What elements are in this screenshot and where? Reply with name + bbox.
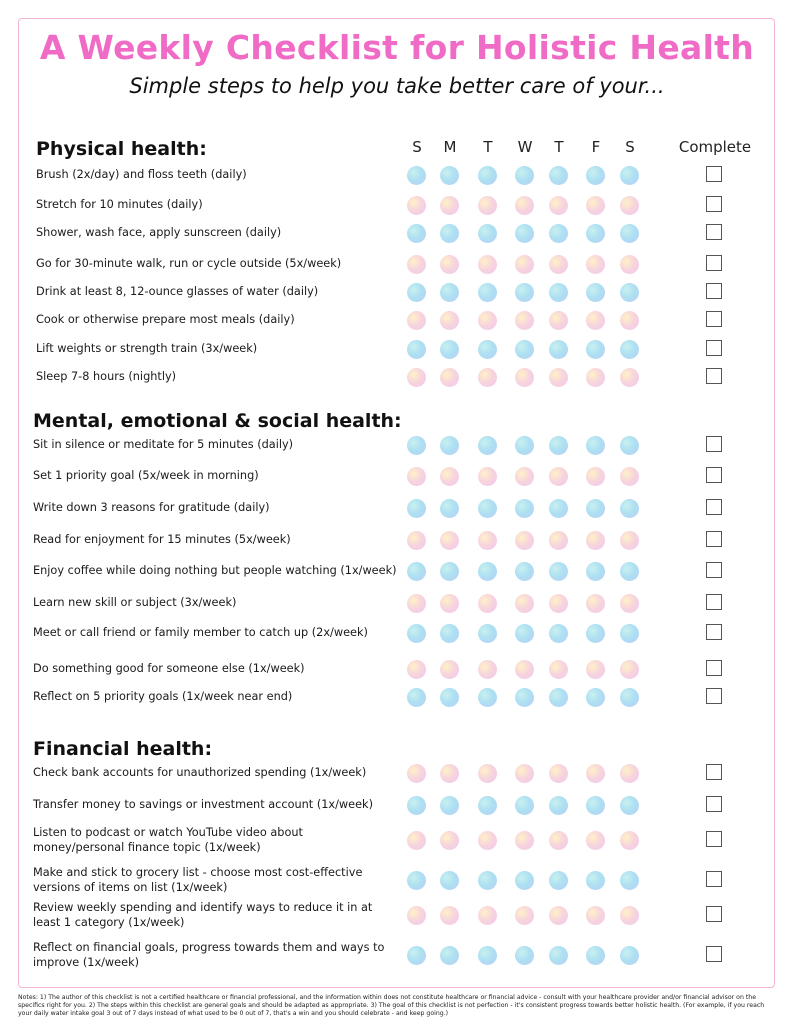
day-dot-wed[interactable] bbox=[515, 340, 534, 359]
day-dot-mon[interactable] bbox=[440, 467, 459, 486]
day-header-mon: M bbox=[443, 138, 457, 156]
day-dot-thu[interactable] bbox=[549, 196, 568, 215]
day-dot-sat[interactable] bbox=[620, 368, 639, 387]
day-dot-tue[interactable] bbox=[478, 764, 497, 783]
day-dot-tue[interactable] bbox=[478, 594, 497, 613]
task-label: Lift weights or strength train (3x/week) bbox=[36, 342, 258, 355]
day-dot-wed[interactable] bbox=[515, 499, 534, 518]
day-dot-sat[interactable] bbox=[620, 871, 639, 890]
day-dot-wed[interactable] bbox=[515, 688, 534, 707]
day-dot-thu[interactable] bbox=[549, 255, 568, 274]
day-dot-wed[interactable] bbox=[515, 660, 534, 679]
day-dot-tue[interactable] bbox=[478, 467, 497, 486]
day-dot-tue[interactable] bbox=[478, 871, 497, 890]
day-header-sun: S bbox=[412, 138, 422, 156]
day-dot-sat[interactable] bbox=[620, 467, 639, 486]
day-dot-thu[interactable] bbox=[549, 467, 568, 486]
task-label: Read for enjoyment for 15 minutes (5x/week) bbox=[33, 533, 291, 546]
day-dot-wed[interactable] bbox=[515, 871, 534, 890]
task-label: Reflect on financial goals, progress towards them and ways to improve (1x/week) bbox=[33, 941, 385, 969]
day-dot-wed[interactable] bbox=[515, 906, 534, 925]
complete-checkbox[interactable] bbox=[706, 467, 722, 483]
day-dot-sat[interactable] bbox=[620, 624, 639, 643]
day-dot-thu[interactable] bbox=[549, 796, 568, 815]
day-dot-sat[interactable] bbox=[620, 499, 639, 518]
complete-checkbox[interactable] bbox=[706, 831, 722, 847]
task-label: Make and stick to grocery list - choose most cost-effective versions of items on list (1x/week) bbox=[33, 866, 363, 894]
day-dot-fri[interactable] bbox=[586, 436, 605, 455]
day-dot-wed[interactable] bbox=[515, 562, 534, 581]
day-dot-sun[interactable] bbox=[407, 831, 426, 850]
day-dot-thu[interactable] bbox=[549, 624, 568, 643]
day-dot-fri[interactable] bbox=[586, 688, 605, 707]
complete-checkbox[interactable] bbox=[706, 224, 722, 240]
task-label: Meet or call friend or family member to catch up (2x/week) bbox=[33, 626, 368, 639]
day-dot-sun[interactable] bbox=[407, 764, 426, 783]
day-dot-fri[interactable] bbox=[586, 906, 605, 925]
day-dot-mon[interactable] bbox=[440, 255, 459, 274]
day-dot-sun[interactable] bbox=[407, 906, 426, 925]
day-dot-wed[interactable] bbox=[515, 594, 534, 613]
day-dot-thu[interactable] bbox=[549, 283, 568, 302]
day-dot-thu[interactable] bbox=[549, 906, 568, 925]
day-dot-fri[interactable] bbox=[586, 871, 605, 890]
day-dot-fri[interactable] bbox=[586, 196, 605, 215]
day-dot-sat[interactable] bbox=[620, 166, 639, 185]
page-subtitle: Simple steps to help you take better care of your... bbox=[129, 74, 665, 98]
complete-checkbox[interactable] bbox=[706, 436, 722, 452]
day-dot-tue[interactable] bbox=[478, 340, 497, 359]
day-dot-thu[interactable] bbox=[549, 764, 568, 783]
day-dot-thu[interactable] bbox=[549, 946, 568, 965]
day-dot-tue[interactable] bbox=[478, 906, 497, 925]
day-dot-thu[interactable] bbox=[549, 660, 568, 679]
day-dot-fri[interactable] bbox=[586, 368, 605, 387]
task-label: Shower, wash face, apply sunscreen (daily) bbox=[36, 226, 282, 239]
complete-checkbox[interactable] bbox=[706, 624, 722, 640]
day-dot-tue[interactable] bbox=[478, 946, 497, 965]
day-dot-wed[interactable] bbox=[515, 283, 534, 302]
day-dot-wed[interactable] bbox=[515, 368, 534, 387]
day-dot-mon[interactable] bbox=[440, 196, 459, 215]
day-dot-mon[interactable] bbox=[440, 796, 459, 815]
day-dot-sat[interactable] bbox=[620, 764, 639, 783]
day-dot-tue[interactable] bbox=[478, 368, 497, 387]
day-dot-mon[interactable] bbox=[440, 688, 459, 707]
day-dot-sun[interactable] bbox=[407, 196, 426, 215]
day-dot-sun[interactable] bbox=[407, 624, 426, 643]
day-dot-thu[interactable] bbox=[549, 871, 568, 890]
day-dot-tue[interactable] bbox=[478, 660, 497, 679]
day-dot-mon[interactable] bbox=[440, 906, 459, 925]
day-dot-fri[interactable] bbox=[586, 166, 605, 185]
task-label: Drink at least 8, 12-ounce glasses of water (daily) bbox=[36, 285, 319, 298]
day-dot-wed[interactable] bbox=[515, 946, 534, 965]
day-dot-sun[interactable] bbox=[407, 166, 426, 185]
day-dot-fri[interactable] bbox=[586, 764, 605, 783]
complete-checkbox[interactable] bbox=[706, 906, 722, 922]
task-label: Go for 30-minute walk, run or cycle outside (5x/week) bbox=[36, 257, 342, 270]
day-dot-thu[interactable] bbox=[549, 531, 568, 550]
day-dot-mon[interactable] bbox=[440, 871, 459, 890]
complete-checkbox[interactable] bbox=[706, 166, 722, 182]
day-dot-fri[interactable] bbox=[586, 340, 605, 359]
complete-checkbox[interactable] bbox=[706, 871, 722, 887]
day-dot-wed[interactable] bbox=[515, 255, 534, 274]
day-dot-thu[interactable] bbox=[549, 688, 568, 707]
task-label: Transfer money to savings or investment account (1x/week) bbox=[33, 798, 373, 811]
task-label: Learn new skill or subject (3x/week) bbox=[33, 596, 237, 609]
day-dot-sun[interactable] bbox=[407, 368, 426, 387]
day-dot-sun[interactable] bbox=[407, 224, 426, 243]
day-dot-tue[interactable] bbox=[478, 283, 497, 302]
complete-checkbox[interactable] bbox=[706, 594, 722, 610]
day-dot-sun[interactable] bbox=[407, 946, 426, 965]
page-title: A Weekly Checklist for Holistic Health bbox=[39, 28, 755, 67]
day-dot-sun[interactable] bbox=[407, 467, 426, 486]
section-title-mental: Mental, emotional & social health: bbox=[33, 410, 402, 432]
complete-checkbox[interactable] bbox=[706, 283, 722, 299]
day-dot-fri[interactable] bbox=[586, 624, 605, 643]
day-dot-mon[interactable] bbox=[440, 436, 459, 455]
complete-checkbox[interactable] bbox=[706, 499, 722, 515]
day-dot-thu[interactable] bbox=[549, 562, 568, 581]
task-label: Do something good for someone else (1x/week) bbox=[33, 662, 305, 675]
day-dot-sat[interactable] bbox=[620, 688, 639, 707]
day-header-thu: T bbox=[554, 138, 564, 156]
day-dot-fri[interactable] bbox=[586, 831, 605, 850]
task-label: Cook or otherwise prepare most meals (daily) bbox=[36, 313, 295, 326]
day-dot-mon[interactable] bbox=[440, 624, 459, 643]
day-dot-thu[interactable] bbox=[549, 340, 568, 359]
day-header-wed: W bbox=[517, 138, 533, 156]
day-dot-mon[interactable] bbox=[440, 311, 459, 330]
day-dot-sat[interactable] bbox=[620, 283, 639, 302]
task-label: Set 1 priority goal (5x/week in morning) bbox=[33, 469, 259, 482]
day-dot-sun[interactable] bbox=[407, 562, 426, 581]
day-dot-thu[interactable] bbox=[549, 831, 568, 850]
day-dot-wed[interactable] bbox=[515, 311, 534, 330]
day-dot-thu[interactable] bbox=[549, 436, 568, 455]
day-dot-sun[interactable] bbox=[407, 283, 426, 302]
complete-checkbox[interactable] bbox=[706, 368, 722, 384]
day-dot-sat[interactable] bbox=[620, 594, 639, 613]
complete-checkbox[interactable] bbox=[706, 688, 722, 704]
complete-checkbox[interactable] bbox=[706, 311, 722, 327]
day-dot-tue[interactable] bbox=[478, 562, 497, 581]
day-dot-sat[interactable] bbox=[620, 946, 639, 965]
day-dot-sat[interactable] bbox=[620, 531, 639, 550]
day-dot-thu[interactable] bbox=[549, 368, 568, 387]
task-label: Sleep 7-8 hours (nightly) bbox=[36, 370, 177, 383]
day-dot-fri[interactable] bbox=[586, 660, 605, 679]
task-label: Sit in silence or meditate for 5 minutes (daily) bbox=[33, 438, 294, 451]
complete-checkbox[interactable] bbox=[706, 660, 722, 676]
day-dot-tue[interactable] bbox=[478, 624, 497, 643]
day-dot-sun[interactable] bbox=[407, 871, 426, 890]
day-dot-thu[interactable] bbox=[549, 311, 568, 330]
day-dot-wed[interactable] bbox=[515, 224, 534, 243]
day-dot-sun[interactable] bbox=[407, 796, 426, 815]
day-dot-sun[interactable] bbox=[407, 436, 426, 455]
day-dot-tue[interactable] bbox=[478, 531, 497, 550]
day-dot-tue[interactable] bbox=[478, 224, 497, 243]
day-dot-mon[interactable] bbox=[440, 946, 459, 965]
day-dot-wed[interactable] bbox=[515, 166, 534, 185]
day-dot-sun[interactable] bbox=[407, 311, 426, 330]
day-dot-mon[interactable] bbox=[440, 594, 459, 613]
complete-checkbox[interactable] bbox=[706, 796, 722, 812]
day-dot-fri[interactable] bbox=[586, 311, 605, 330]
footer-notes: Notes: 1) The author of this checklist is not a certified healthcare or financial professional, and the information within does not constitute healthcare or financial advice - consult with your healthcare provider and/or financial advisor on the specifics right for you. 2) The steps within this checklist are general goals and should be adapted as appropriate. 3) The goal of this checklist is not perfection - it's consistent progress towards better holistic health. (For example, if you reach your daily water intake goal 3 out of 7 days instead of what used to be 0 out of 7, that's a win and you should celebrate - and keep going.) bbox=[18, 994, 765, 1018]
day-dot-sat[interactable] bbox=[620, 562, 639, 581]
day-dot-tue[interactable] bbox=[478, 796, 497, 815]
day-dot-fri[interactable] bbox=[586, 796, 605, 815]
task-label: Listen to podcast or watch YouTube video about money/personal finance topic (1x/week) bbox=[33, 826, 303, 854]
day-dot-tue[interactable] bbox=[478, 255, 497, 274]
day-dot-mon[interactable] bbox=[440, 283, 459, 302]
day-dot-fri[interactable] bbox=[586, 283, 605, 302]
day-dot-mon[interactable] bbox=[440, 224, 459, 243]
task-label: Reflect on 5 priority goals (1x/week near end) bbox=[33, 690, 293, 703]
day-dot-tue[interactable] bbox=[478, 499, 497, 518]
day-dot-wed[interactable] bbox=[515, 467, 534, 486]
complete-checkbox[interactable] bbox=[706, 764, 722, 780]
complete-checkbox[interactable] bbox=[706, 562, 722, 578]
task-label: Check bank accounts for unauthorized spending (1x/week) bbox=[33, 766, 367, 779]
day-dot-sat[interactable] bbox=[620, 224, 639, 243]
day-dot-sun[interactable] bbox=[407, 531, 426, 550]
day-header-tue: T bbox=[483, 138, 493, 156]
task-label: Write down 3 reasons for gratitude (daily) bbox=[33, 501, 270, 514]
day-dot-sun[interactable] bbox=[407, 688, 426, 707]
day-header-fri: F bbox=[591, 138, 601, 156]
day-dot-fri[interactable] bbox=[586, 499, 605, 518]
day-dot-wed[interactable] bbox=[515, 831, 534, 850]
day-dot-mon[interactable] bbox=[440, 166, 459, 185]
day-dot-thu[interactable] bbox=[549, 224, 568, 243]
complete-checkbox[interactable] bbox=[706, 196, 722, 212]
day-dot-sat[interactable] bbox=[620, 660, 639, 679]
day-dot-mon[interactable] bbox=[440, 340, 459, 359]
day-dot-tue[interactable] bbox=[478, 166, 497, 185]
day-dot-fri[interactable] bbox=[586, 594, 605, 613]
day-dot-wed[interactable] bbox=[515, 531, 534, 550]
day-dot-sun[interactable] bbox=[407, 499, 426, 518]
day-dot-fri[interactable] bbox=[586, 946, 605, 965]
day-dot-mon[interactable] bbox=[440, 368, 459, 387]
day-dot-sat[interactable] bbox=[620, 255, 639, 274]
day-dot-sun[interactable] bbox=[407, 594, 426, 613]
day-dot-sat[interactable] bbox=[620, 796, 639, 815]
task-label: Stretch for 10 minutes (daily) bbox=[36, 198, 203, 211]
day-dot-mon[interactable] bbox=[440, 562, 459, 581]
day-dot-fri[interactable] bbox=[586, 467, 605, 486]
task-label: Brush (2x/day) and floss teeth (daily) bbox=[36, 168, 247, 181]
day-dot-tue[interactable] bbox=[478, 311, 497, 330]
complete-header: Complete bbox=[678, 138, 752, 156]
section-title-financial: Financial health: bbox=[33, 738, 213, 760]
day-dot-mon[interactable] bbox=[440, 531, 459, 550]
day-dot-mon[interactable] bbox=[440, 660, 459, 679]
section-title-physical: Physical health: bbox=[36, 138, 207, 160]
day-dot-thu[interactable] bbox=[549, 166, 568, 185]
complete-checkbox[interactable] bbox=[706, 340, 722, 356]
day-dot-sat[interactable] bbox=[620, 196, 639, 215]
day-dot-wed[interactable] bbox=[515, 796, 534, 815]
day-dot-sat[interactable] bbox=[620, 311, 639, 330]
day-dot-sun[interactable] bbox=[407, 255, 426, 274]
day-dot-sat[interactable] bbox=[620, 831, 639, 850]
day-dot-tue[interactable] bbox=[478, 436, 497, 455]
day-dot-sat[interactable] bbox=[620, 340, 639, 359]
day-header-sat: S bbox=[625, 138, 635, 156]
day-dot-fri[interactable] bbox=[586, 531, 605, 550]
day-dot-wed[interactable] bbox=[515, 624, 534, 643]
day-dot-mon[interactable] bbox=[440, 831, 459, 850]
complete-checkbox[interactable] bbox=[706, 531, 722, 547]
day-dot-tue[interactable] bbox=[478, 688, 497, 707]
day-dot-thu[interactable] bbox=[549, 499, 568, 518]
day-dot-tue[interactable] bbox=[478, 196, 497, 215]
day-dot-sat[interactable] bbox=[620, 436, 639, 455]
day-dot-mon[interactable] bbox=[440, 499, 459, 518]
day-dot-fri[interactable] bbox=[586, 224, 605, 243]
day-dot-sun[interactable] bbox=[407, 340, 426, 359]
task-label: Review weekly spending and identify ways to reduce it in at least 1 category (1x/week) bbox=[33, 901, 373, 929]
day-dot-fri[interactable] bbox=[586, 562, 605, 581]
day-dot-thu[interactable] bbox=[549, 594, 568, 613]
day-dot-wed[interactable] bbox=[515, 196, 534, 215]
day-dot-sun[interactable] bbox=[407, 660, 426, 679]
day-dot-wed[interactable] bbox=[515, 436, 534, 455]
complete-checkbox[interactable] bbox=[706, 946, 722, 962]
complete-checkbox[interactable] bbox=[706, 255, 722, 271]
day-dot-mon[interactable] bbox=[440, 764, 459, 783]
day-dot-sat[interactable] bbox=[620, 906, 639, 925]
day-dot-wed[interactable] bbox=[515, 764, 534, 783]
day-dot-tue[interactable] bbox=[478, 831, 497, 850]
day-dot-fri[interactable] bbox=[586, 255, 605, 274]
task-label: Enjoy coffee while doing nothing but people watching (1x/week) bbox=[33, 564, 397, 577]
